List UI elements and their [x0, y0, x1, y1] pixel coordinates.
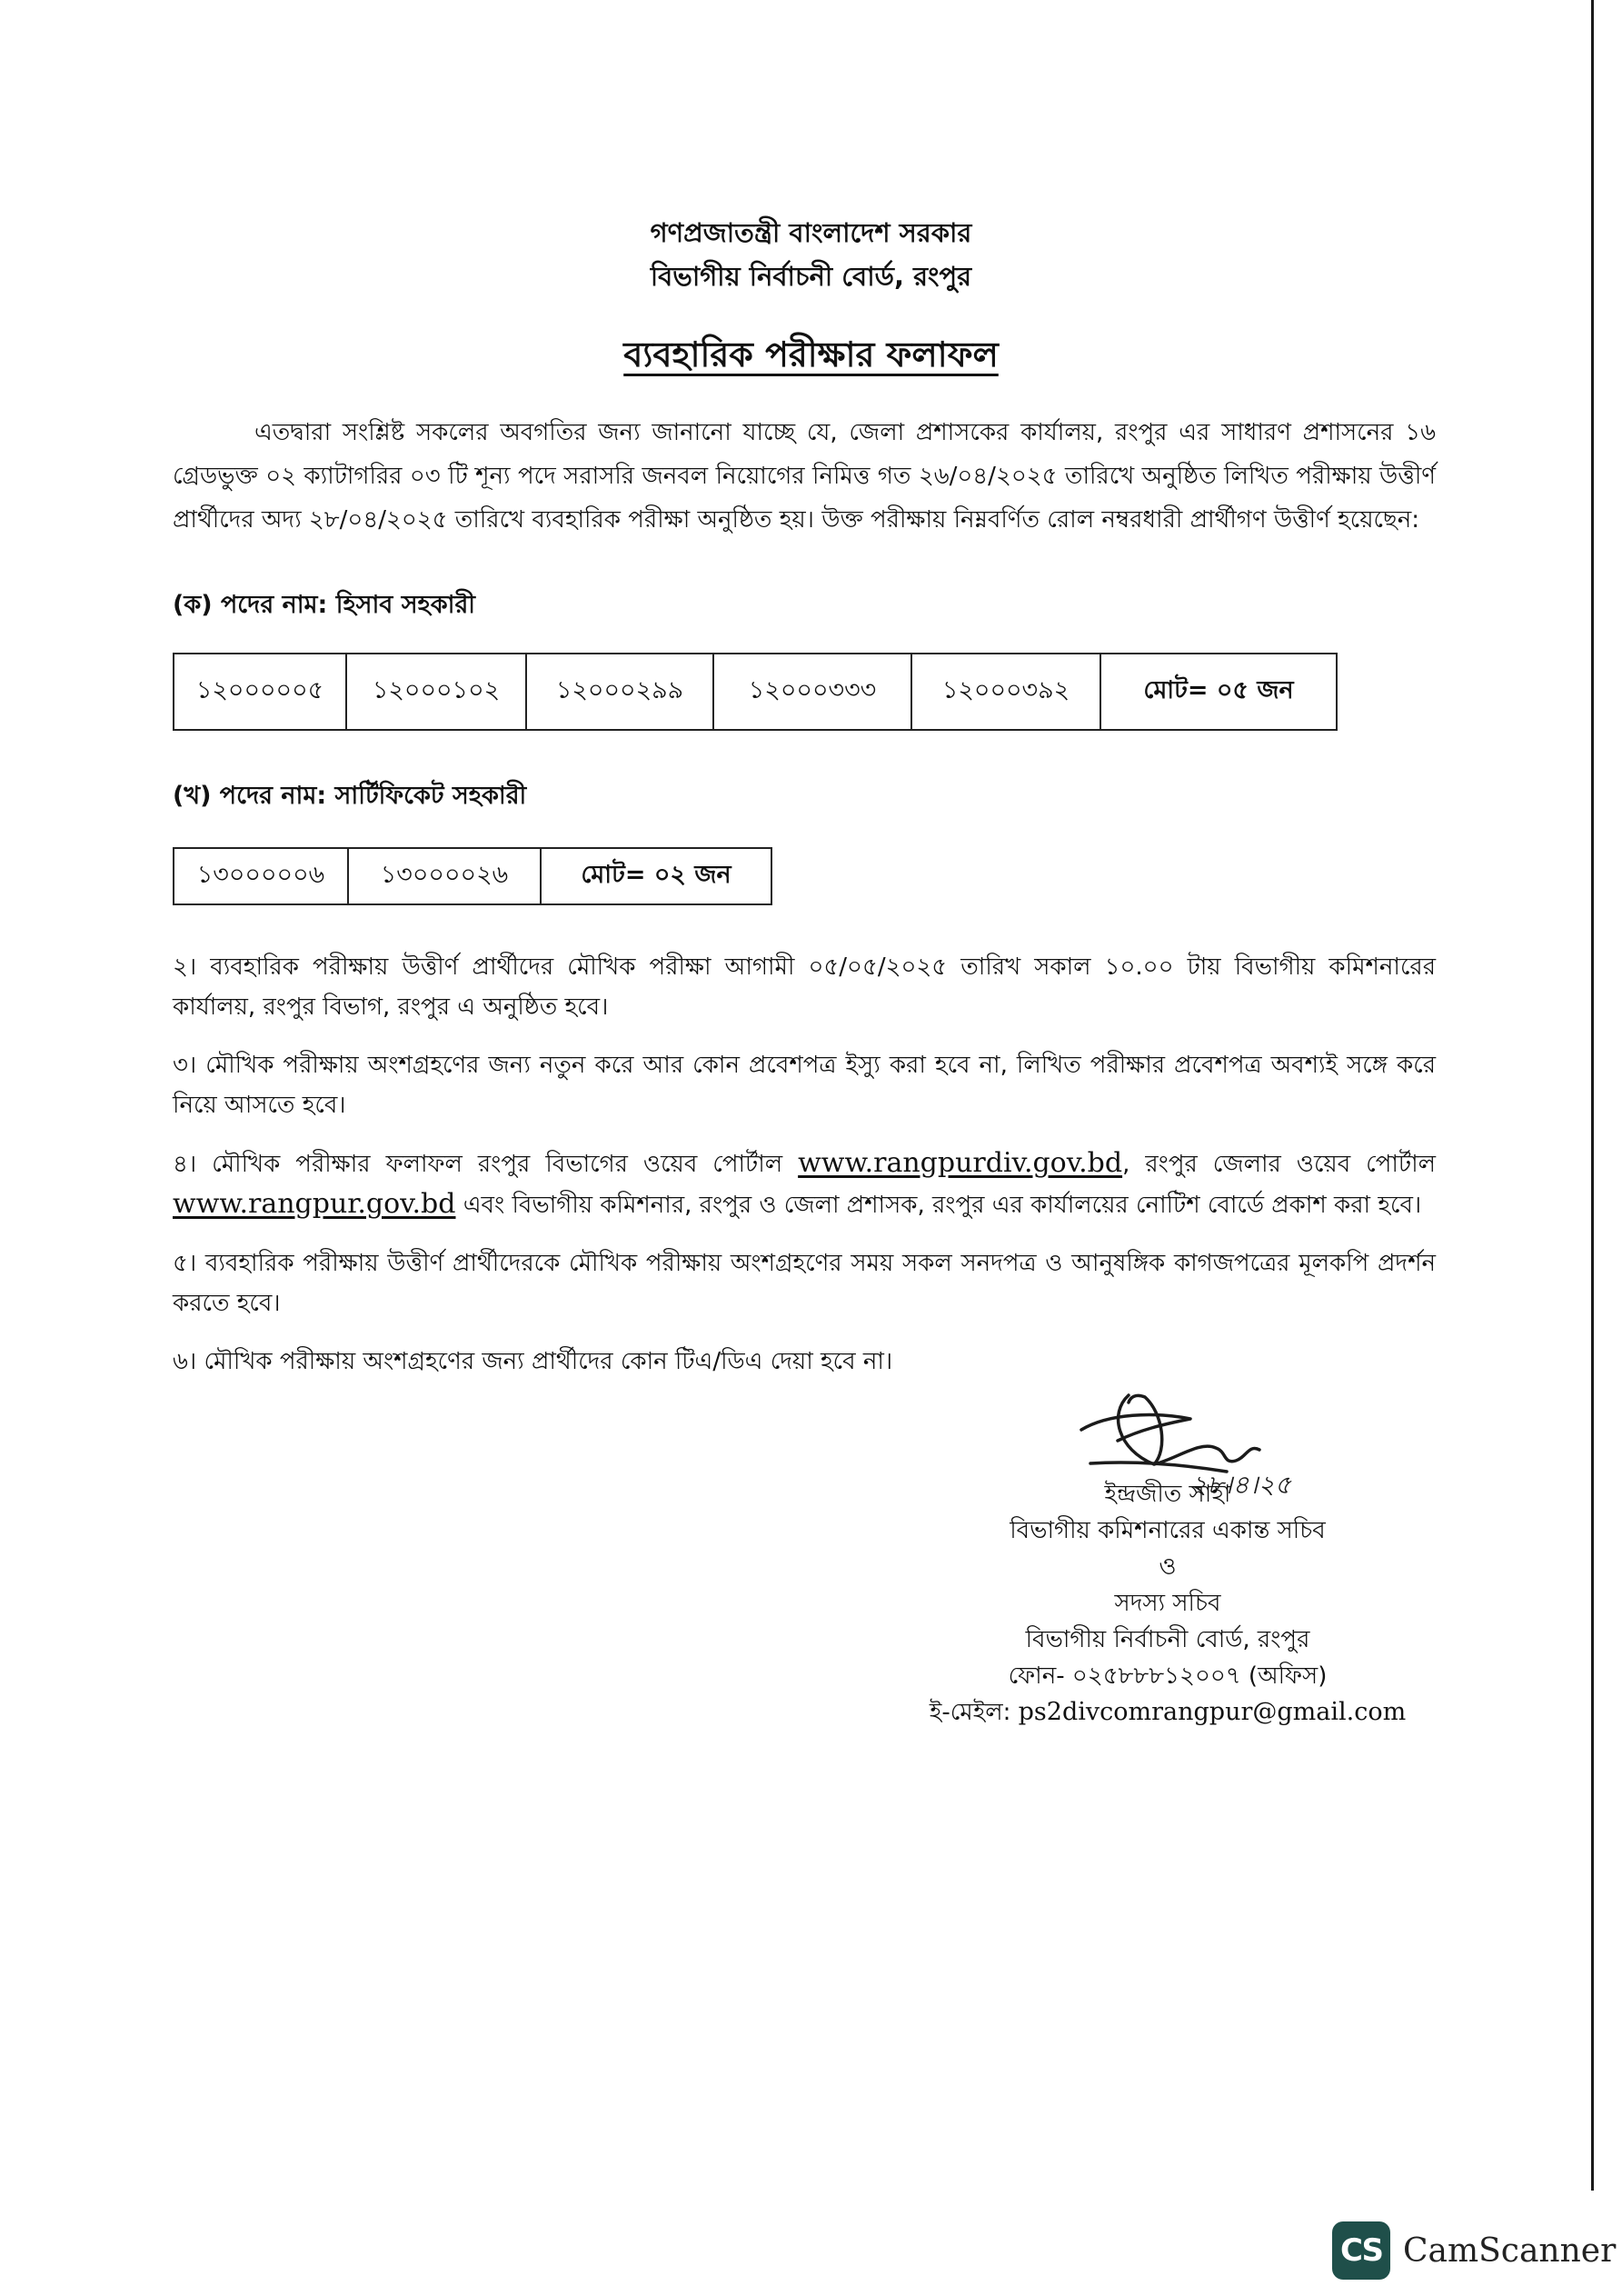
- signatory-designation-secondary: সদস্য সচিব: [1114, 1590, 1221, 1617]
- instruction-text: ৪। মৌখিক পরীক্ষার ফলাফল রংপুর বিভাগের ওয়েব পোর্টাল: [173, 1151, 783, 1178]
- intro-paragraph: এতদ্বারা সংশ্লিষ্ট সকলের অবগতির জন্য জানানো যাচ্ছে যে, জেলা প্রশাসকের কার্যালয়, রংপুর এর সাধারণ প্রশাসনের ১৬ গ্রেডভুক্ত ০২ ক্যাটাগরির ০৩ টি শূন্য পদে সরাসরি জনবল নিয়োগের নিমিত্ত গত ২৬/০৪/২০২৫ তারিখে অনুষ্ঠিত লিখিত পরীক্ষায় উত্তীর্ণ প্রার্থীদের অদ্য ২৮/০৪/২০২৫ তারিখে ব্যবহারিক পরীক্ষা অনুষ্ঠিত হয়। উক্ত পরীক্ষায় নিম্নবর্ণিত রোল নম্বরধারী প্রার্থীগণ উত্তীর্ণ হয়েছেন:: [173, 419, 1436, 534]
- instruction-item: ৫। ব্যবহারিক পরীক্ষায় উত্তীর্ণ প্রার্থীদেরকে মৌখিক পরীক্ষায় অংশগ্রহণের সময় সকল সনদপত্র ও আনুষঙ্গিক কাগজপত্রের মূলকপি প্রদর্শন করতে হবে।: [173, 1250, 1436, 1317]
- instruction-item: ৬। মৌখিক পরীক্ষায় অংশগ্রহণের জন্য প্রার্থীদের কোন টিএ/ডিএ দেয়া হবে না।: [173, 1348, 893, 1375]
- instruction-item: ২। ব্যবহারিক পরীক্ষায় উত্তীর্ণ প্রার্থীদের মৌখিক পরীক্ষা আগামী ০৫/০৫/২০২৫ তারিখ সকাল ১০.০০ টায় বিভাগীয় কমিশনারের কার্যালয়, রংপুর বিভাগ, রংপুর এ অনুষ্ঠিত হবে।: [173, 953, 1436, 1021]
- rangpur-division-portal-link[interactable]: www.rangpurdiv.gov.bd: [798, 1147, 1123, 1179]
- email-label: ই-মেইল:: [929, 1699, 1011, 1726]
- roll-number-cell: ১২০০০১০২: [346, 654, 526, 730]
- signature-date: ২৮।৪।২৫: [1190, 1470, 1291, 1495]
- rangpur-district-portal-link[interactable]: www.rangpur.gov.bd: [173, 1188, 456, 1220]
- signatory-phone: ফোন- ০২৫৮৮৮১২০০৭ (অফিস): [1008, 1662, 1328, 1690]
- signatory-email[interactable]: ps2divcomrangpur@gmail.com: [1018, 1698, 1407, 1726]
- notice-title: [0, 329, 1622, 380]
- camscanner-logo-icon: CS: [1332, 2221, 1390, 2280]
- roll-number-cell: ১৩০০০০০৬: [174, 848, 348, 904]
- post-title-certificate-assistant: (খ) পদের নাম: সার্টিফিকেট সহকারী: [173, 782, 527, 810]
- signatory-name: ইন্দ্রজীত সাহা: [1104, 1481, 1231, 1508]
- letterhead: [0, 211, 1622, 298]
- camscanner-watermark: [1332, 2218, 1616, 2283]
- camscanner-text: CamScanner: [1403, 2231, 1617, 2270]
- signatory-email-line: [872, 1694, 1463, 1731]
- total-count-cell: মোট= ০৫ জন: [1100, 654, 1337, 730]
- roll-number-cell: ১২০০০০০৫: [174, 654, 346, 730]
- signatory-conjunction: ও: [1159, 1553, 1177, 1581]
- signatory-office: বিভাগীয় নির্বাচনী বোর্ড, রংপুর: [1025, 1626, 1310, 1653]
- post-title-accounts-assistant: (ক) পদের নাম: হিসাব সহকারী: [173, 591, 476, 619]
- roll-number-cell: ১২০০০৩৩৩: [713, 654, 911, 730]
- total-count-cell: মোট= ০২ জন: [541, 848, 771, 904]
- notice-title-text: ব্যবহারিক পরীক্ষার ফলাফল: [623, 334, 999, 374]
- roll-table-certificate-assistant: [173, 847, 772, 905]
- table-row: [174, 848, 771, 904]
- instruction-text: , রংপুর জেলার ওয়েব পোর্টাল: [1122, 1151, 1436, 1178]
- board-name: বিভাগীয় নির্বাচনী বোর্ড, রংপুর: [650, 261, 972, 292]
- government-name: গণপ্রজাতন্ত্রী বাংলাদেশ সরকার: [650, 217, 972, 248]
- roll-number-cell: ১২০০০২৯৯: [526, 654, 713, 730]
- roll-number-cell: ১২০০০৩৯২: [911, 654, 1100, 730]
- instruction-text: এবং বিভাগীয় কমিশনার, রংপুর ও জেলা প্রশাসক, রংপুর এর কার্যালয়ের নোটিশ বোর্ডে প্রকাশ করা হবে।: [463, 1192, 1422, 1219]
- signatory-designation: বিভাগীয় কমিশনারের একান্ত সচিব: [1010, 1517, 1326, 1544]
- signatory-block: [872, 1476, 1463, 1731]
- roll-table-accounts-assistant: [173, 653, 1338, 731]
- instructions-list: [173, 947, 1436, 1400]
- instruction-item: [173, 1143, 1436, 1225]
- instruction-item: ৩। মৌখিক পরীক্ষায় অংশগ্রহণের জন্য নতুন করে আর কোন প্রবেশপত্র ইস্যু করা হবে না, লিখিত পরীক্ষার প্রবেশপত্র অবশ্যই সঙ্গে করে নিয়ে আসতে হবে।: [173, 1052, 1436, 1119]
- roll-number-cell: ১৩০০০০২৬: [348, 848, 541, 904]
- table-row: [174, 654, 1337, 730]
